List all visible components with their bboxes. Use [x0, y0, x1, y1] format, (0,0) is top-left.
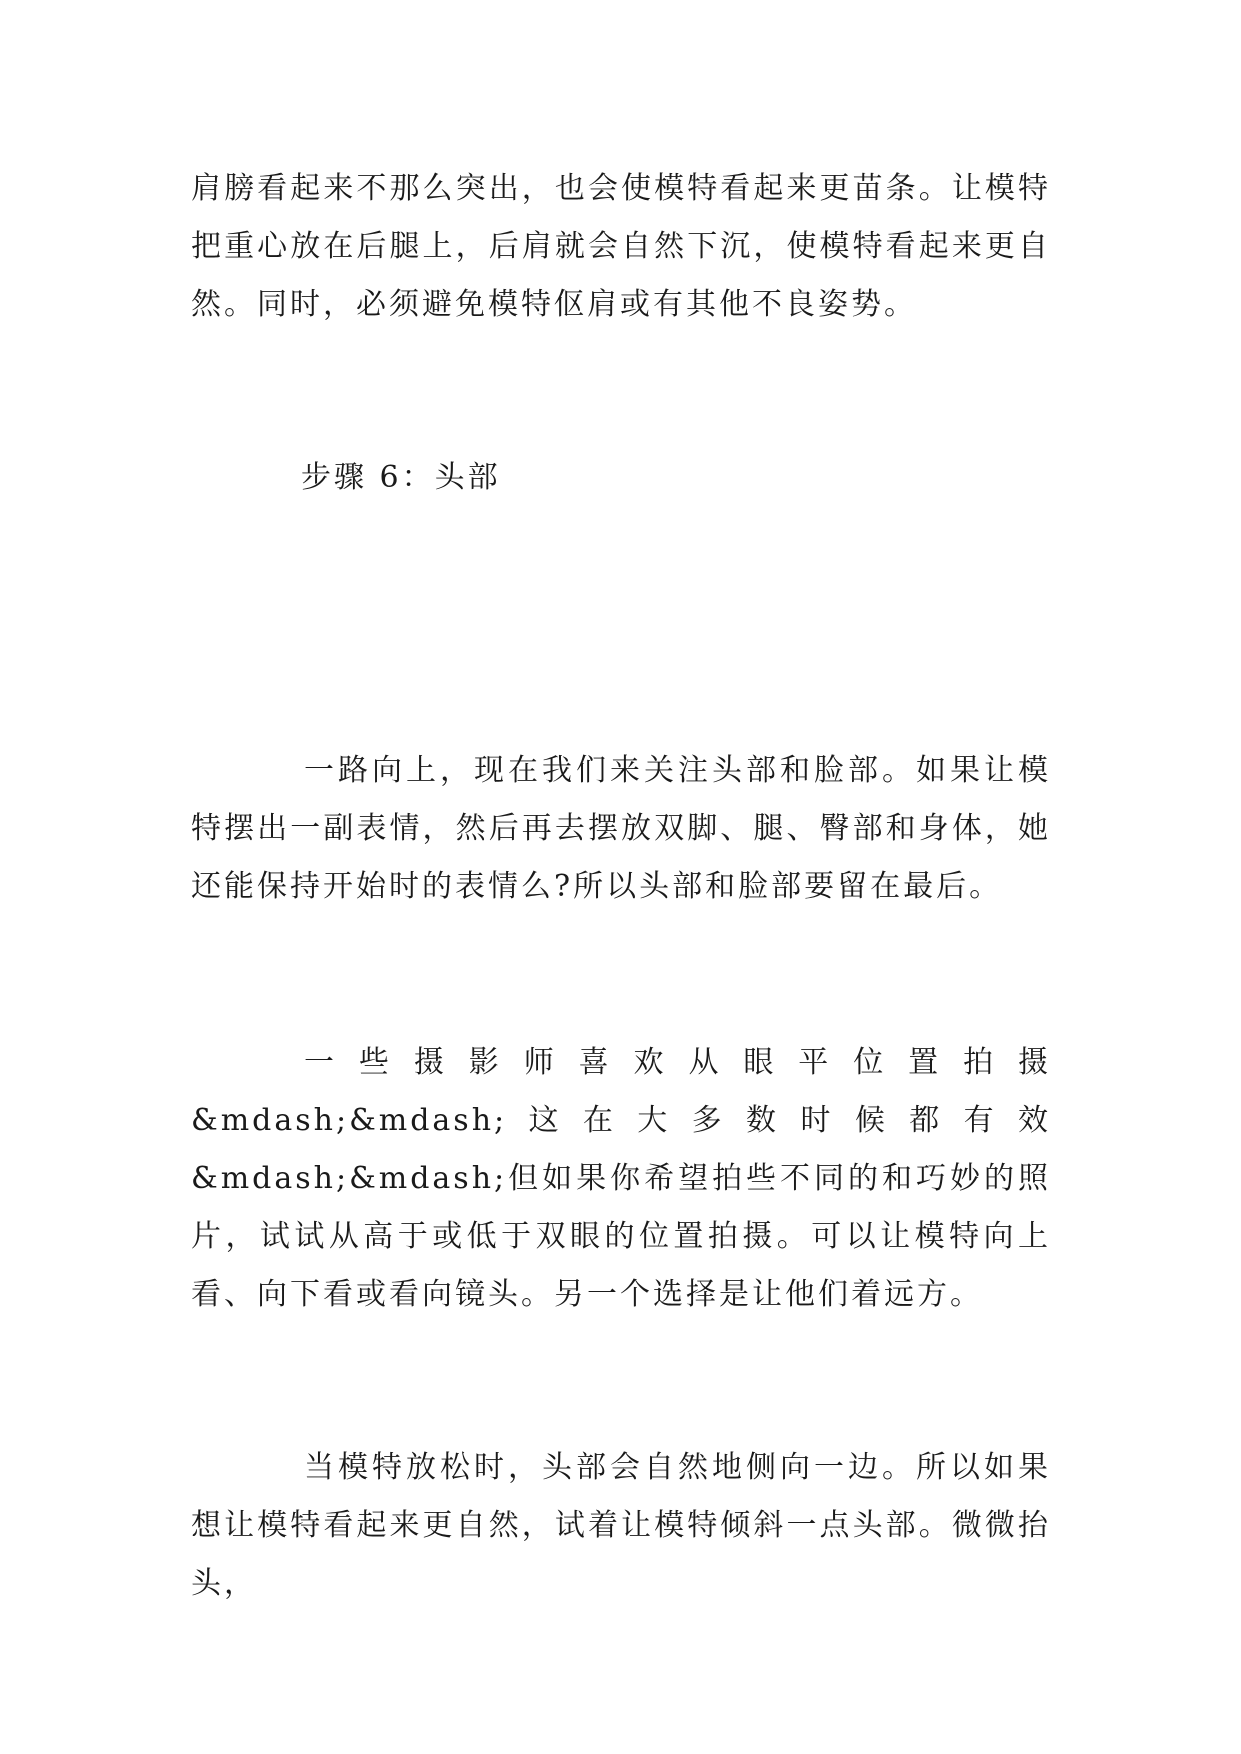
paragraph-head-tilt: 当模特放松时，头部会自然地侧向一边。所以如果想让模特看起来更自然，试着让模特倾斜一点头部。微微抬头，: [191, 1450, 1051, 1601]
paragraph-eye-level: 一些摄影师喜欢从眼平位置拍摄&mdash;&mdash;这在大多数时候都有效&mdash;&mdash;但如果你希望拍些不同的和巧妙的照片，试试从高于或低于双眼的位置拍摄。可以让模特向上看、向下看或看向镜头。另一个选择是让他们着远方。: [191, 1045, 1051, 1312]
paragraph-head-face: 一路向上，现在我们来关注头部和脸部。如果让模特摆出一副表情，然后再去摆放双脚、腿、臀部和身体，她还能保持开始时的表情么?所以头部和脸部要留在最后。: [191, 753, 1051, 904]
step-6-heading: 步骤 6：头部: [301, 460, 501, 495]
paragraph-shoulders: 肩膀看起来不那么突出，也会使模特看起来更苗条。让模特把重心放在后腿上，后肩就会自然下沉，使模特看起来更自然。同时，必须避免模特伛肩或有其他不良姿势。: [191, 171, 1051, 322]
